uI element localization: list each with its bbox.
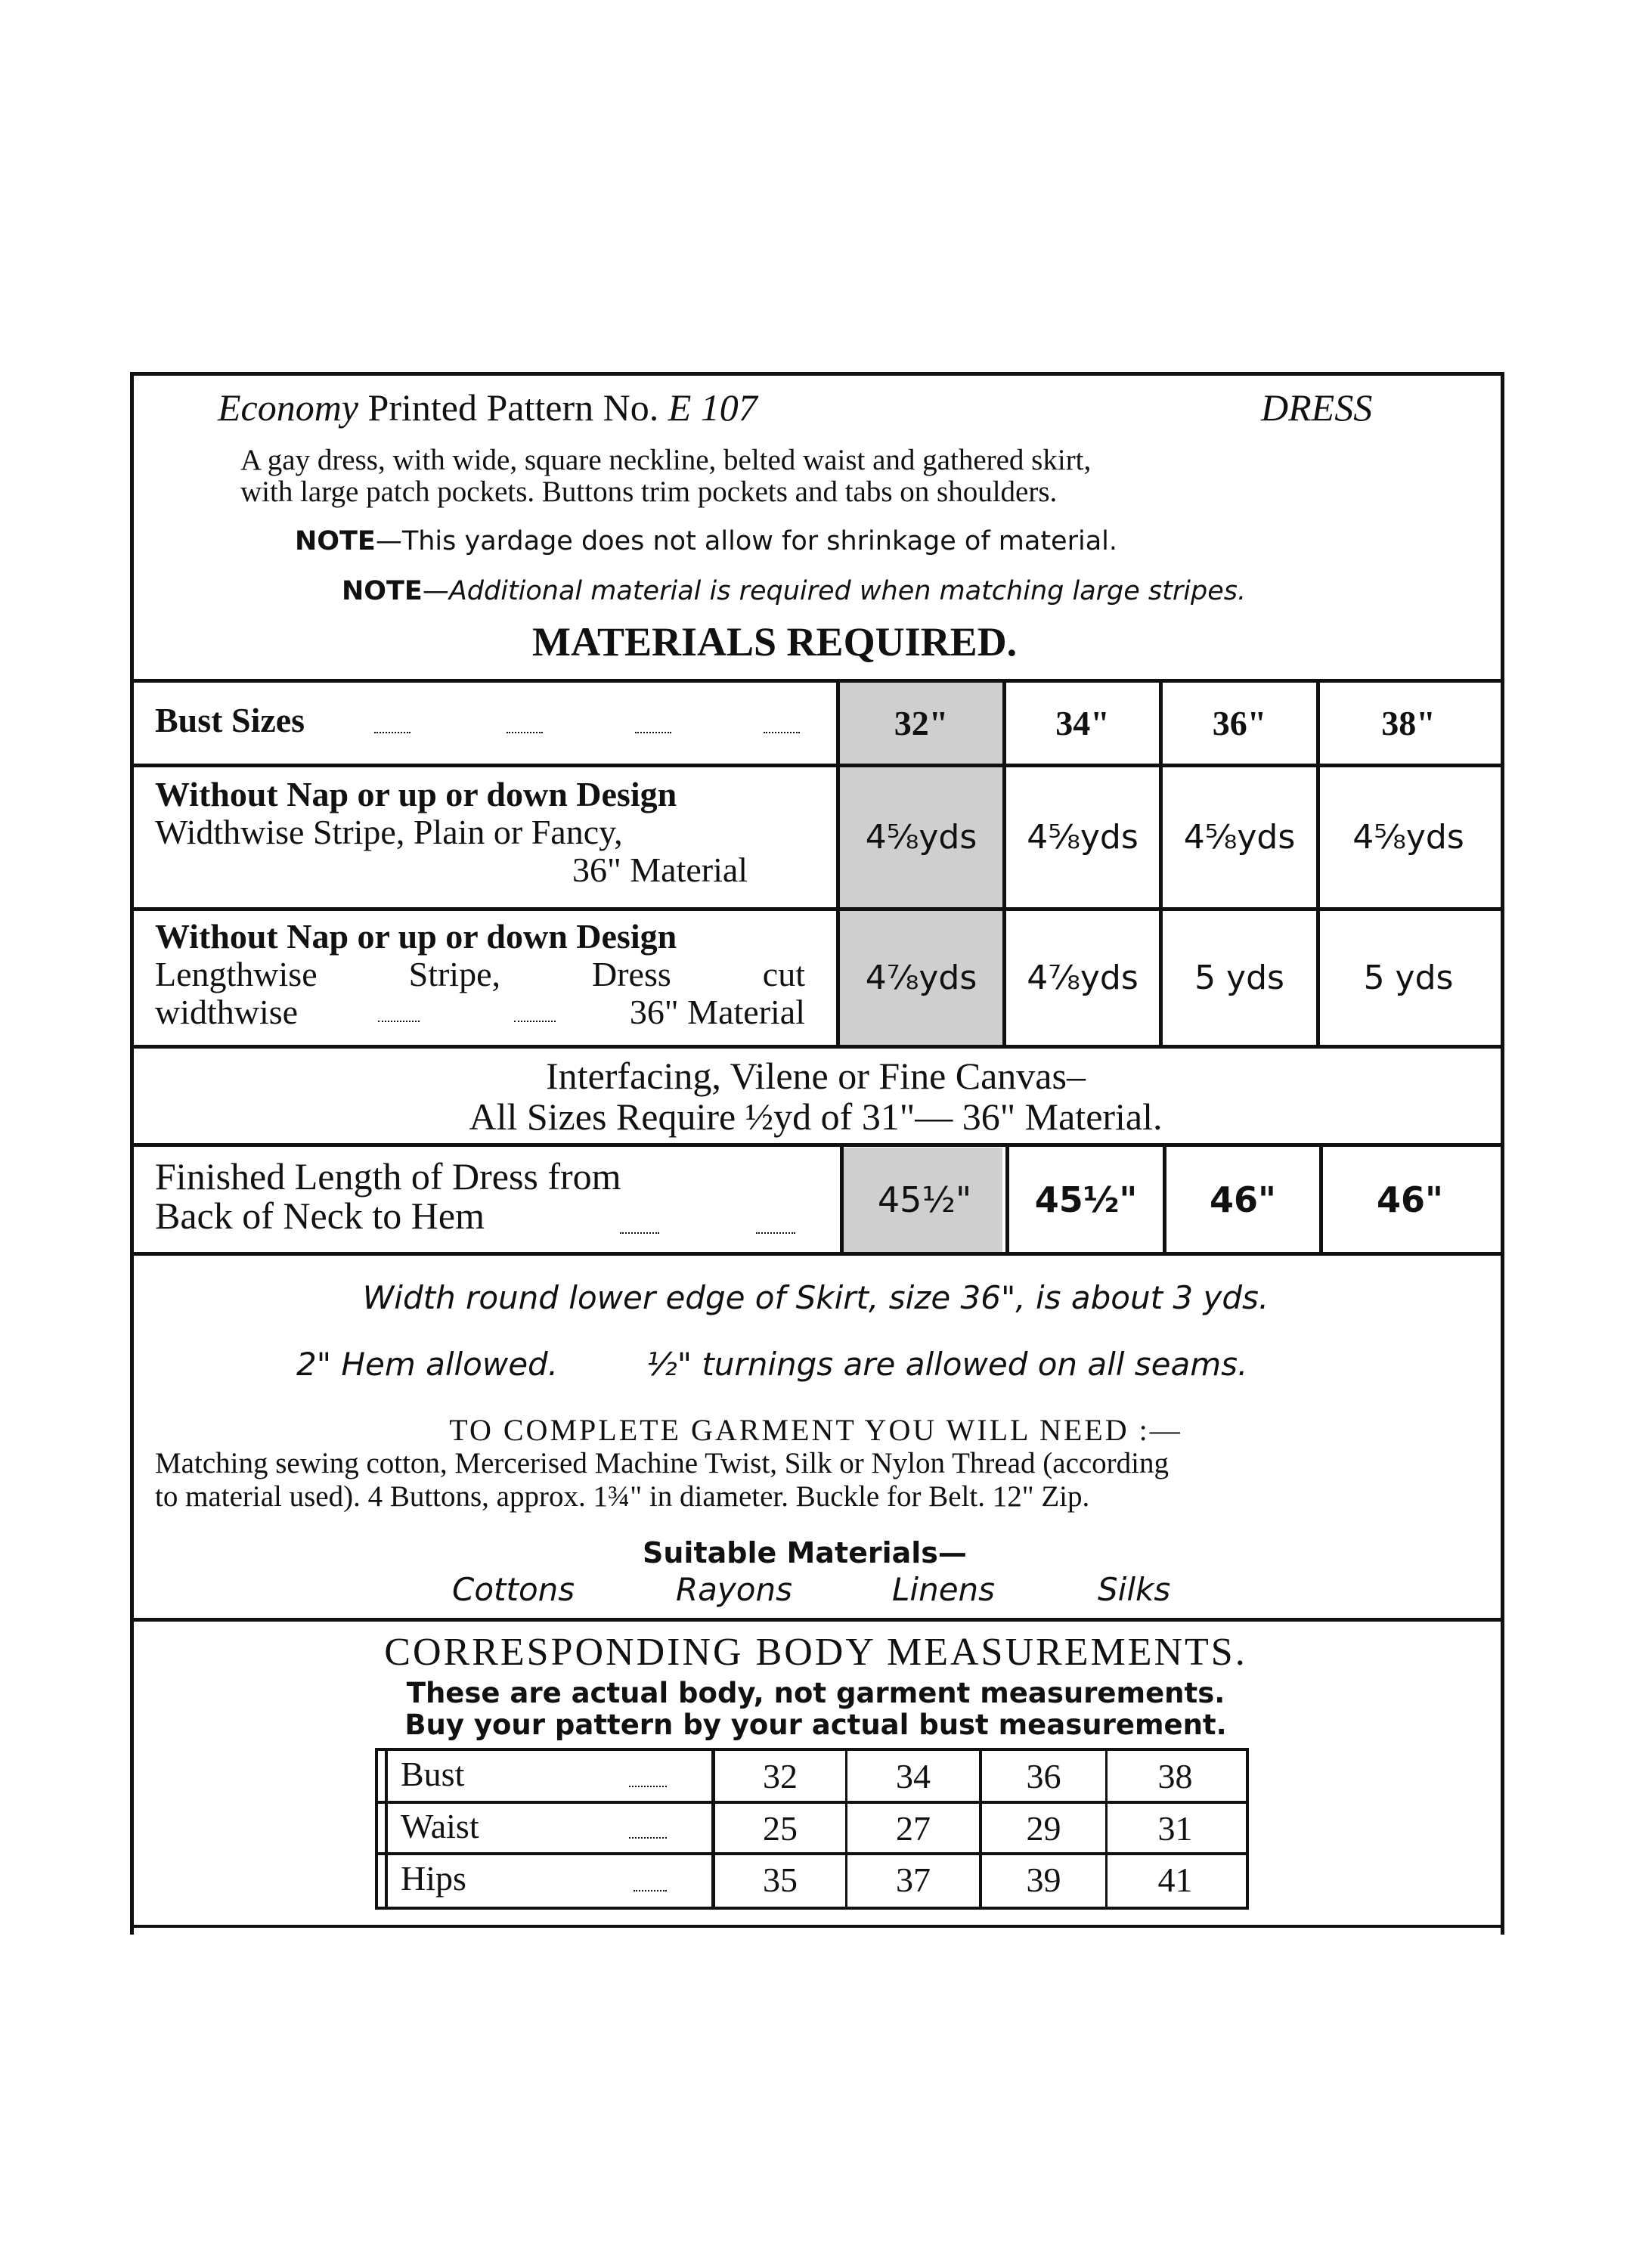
size-header: 32"	[894, 704, 949, 742]
yardage-cell: 4⅝yds	[1027, 818, 1139, 857]
measure-label: Bust	[401, 1755, 465, 1793]
row-lengthwise-label	[155, 918, 813, 1031]
leader-dots	[764, 732, 800, 733]
size-header: 38"	[1381, 704, 1436, 742]
measure-value: 32	[763, 1756, 798, 1796]
note-label: NOTE	[295, 526, 376, 556]
garment-type: DRESS	[1261, 386, 1373, 429]
measure-value: 35	[763, 1860, 798, 1899]
bust-sizes-label: Bust Sizes	[155, 701, 305, 739]
leader-dots	[629, 1786, 667, 1787]
body-measurements-subtitle-2: Buy your pattern by your actual bust measurement.	[404, 1709, 1227, 1741]
yardage-cell: 4⅝yds	[1183, 818, 1296, 857]
yardage-cell: 4⅝yds	[865, 818, 977, 857]
leader-dots	[507, 732, 543, 733]
word: 36" Material	[629, 993, 805, 1031]
measure-value: 36	[1026, 1756, 1061, 1796]
skirt-width-note: Width round lower edge of Skirt, size 36", is about 3 yds.	[362, 1279, 1269, 1316]
finished-line-2: Back of Neck to Hem	[155, 1194, 485, 1237]
series-name: Economy	[218, 386, 359, 429]
row-line-3: 36" Material	[572, 850, 748, 889]
yardage-cell: 4⅝yds	[1352, 818, 1464, 857]
word: Lengthwise	[155, 955, 318, 993]
suitable-materials-title: Suitable Materials—	[643, 1536, 967, 1569]
column-rule	[385, 1748, 388, 1910]
note-label: NOTE	[342, 576, 423, 606]
suitable-material: Silks	[1098, 1571, 1171, 1608]
measure-value: 37	[896, 1860, 931, 1899]
leader-dots	[620, 1232, 659, 1234]
shrinkage-note	[295, 526, 1117, 556]
leader-dots	[756, 1232, 795, 1234]
measure-label: Waist	[401, 1807, 479, 1845]
finished-line-1: Finished Length of Dress from	[155, 1155, 621, 1198]
leader-dots	[629, 1837, 667, 1839]
word: widthwise	[155, 993, 299, 1031]
notions-line-1: Matching sewing cotton, Mercerised Machine Twist, Silk or Nylon Thread (according	[155, 1447, 1170, 1479]
measure-value: 41	[1157, 1860, 1193, 1899]
suitable-material: Cottons	[452, 1571, 575, 1608]
notions-list	[155, 1447, 1169, 1514]
row-title: Without Nap or up or down Design	[155, 917, 677, 956]
pattern-label: Printed Pattern No.	[367, 386, 659, 429]
length-cell: 45½"	[1034, 1179, 1138, 1220]
length-cell: 46"	[1210, 1179, 1276, 1220]
leader-dots	[378, 1021, 420, 1022]
measure-label: Hips	[401, 1859, 466, 1898]
leader-dots	[635, 732, 671, 733]
measure-value: 38	[1157, 1756, 1193, 1796]
yardage-cell: 5 yds	[1194, 959, 1284, 997]
word: Stripe,	[408, 955, 501, 993]
measure-value: 31	[1157, 1808, 1193, 1848]
yardage-cell: 5 yds	[1363, 959, 1454, 997]
suitable-material: Linens	[892, 1571, 996, 1608]
length-cell: 46"	[1377, 1179, 1443, 1220]
pattern-number: E 107	[668, 386, 757, 429]
leader-dots	[374, 732, 410, 733]
row-title: Without Nap or up or down Design	[155, 775, 677, 813]
size-header: 34"	[1055, 704, 1110, 742]
complete-garment-title: TO COMPLETE GARMENT YOU WILL NEED :—	[449, 1413, 1182, 1447]
word: cut	[762, 955, 805, 993]
measure-value: 27	[896, 1808, 931, 1848]
word: Dress	[592, 955, 671, 993]
row-line-2: Widthwise Stripe, Plain or Fancy,	[155, 813, 623, 851]
interfacing-line-2: All Sizes Require ½yd of 31"— 36" Material.	[469, 1095, 1163, 1138]
interfacing-note	[135, 1055, 1497, 1137]
leader-dots	[514, 1021, 556, 1022]
body-measurements-subtitle-1: These are actual body, not garment measurements.	[406, 1677, 1225, 1709]
description	[240, 445, 1091, 508]
measure-value: 34	[896, 1756, 931, 1796]
turnings-note: ½" turnings are allowed on all seams.	[646, 1346, 1248, 1383]
finished-length-label	[155, 1157, 621, 1235]
table-rule	[130, 1618, 1501, 1622]
suitable-material: Rayons	[676, 1571, 792, 1608]
materials-title: MATERIALS REQUIRED.	[532, 619, 1018, 665]
row-line-2	[155, 956, 805, 993]
note-text: —This yardage does not allow for shrinkage of material.	[375, 526, 1118, 556]
table-rule	[130, 1252, 1501, 1256]
stripes-note	[342, 576, 1246, 606]
leader-dots	[634, 1890, 667, 1892]
frame-bottom-rule	[130, 1925, 1501, 1928]
row-line-3	[155, 993, 805, 1031]
description-line-2: with large patch pockets. Buttons trim pockets and tabs on shoulders.	[240, 476, 1058, 508]
description-line-1: A gay dress, with wide, square neckline, belted waist and gathered skirt,	[240, 444, 1092, 476]
body-measurements-title: CORRESPONDING BODY MEASUREMENTS.	[384, 1631, 1247, 1674]
yardage-cell: 4⅞yds	[1027, 959, 1139, 997]
yardage-cell: 4⅞yds	[865, 959, 977, 997]
table-rule	[130, 1045, 1501, 1049]
note-text: —Additional material is required when matching large stripes.	[422, 576, 1247, 606]
pattern-heading	[218, 386, 757, 429]
measure-value: 25	[763, 1808, 798, 1848]
measure-value: 29	[1026, 1808, 1061, 1848]
length-cell: 45½"	[877, 1179, 972, 1220]
hem-note: 2" Hem allowed.	[296, 1346, 559, 1383]
notions-line-2: to material used). 4 Buttons, approx. 1¾" in diameter. Buckle for Belt. 12" Zip.	[155, 1480, 1090, 1513]
size-header: 36"	[1212, 704, 1267, 742]
interfacing-line-1: Interfacing, Vilene or Fine Canvas–	[546, 1055, 1086, 1097]
measure-value: 39	[1026, 1860, 1061, 1899]
row-widthwise-label	[155, 776, 748, 889]
